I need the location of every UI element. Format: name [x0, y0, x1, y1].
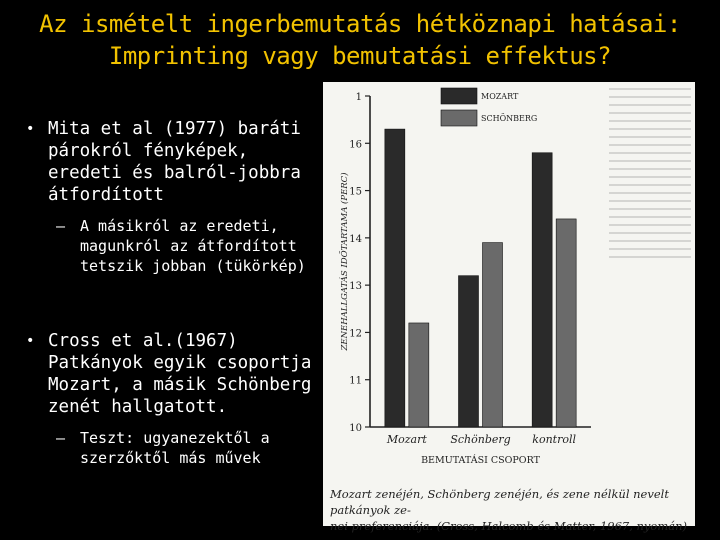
bullet-line: Mozart, a másik Schönberg [48, 375, 312, 395]
bullet-line: Cross et al.(1967) [48, 331, 238, 351]
y-tick-label: 13 [349, 281, 362, 293]
legend-swatch-schönberg [441, 110, 477, 126]
x-axis-label: BEMUTATÁSI CSOPORT [421, 455, 540, 466]
sub-bullet-line: tetszik jobban (tükörkép) [80, 257, 306, 275]
legend-label: SCHÖNBERG [481, 114, 538, 123]
figure-caption [330, 486, 690, 534]
y-tick-label: 15 [349, 186, 362, 198]
bullet-line: zenét hallgatott. [48, 397, 228, 417]
x-tick-label: Schönberg [450, 433, 511, 446]
bar-schönberg-2 [556, 219, 576, 427]
title-line-2: Imprinting vagy bemutatási effektus? [108, 42, 612, 70]
dash-icon: – [56, 217, 66, 235]
title-line-1: Az ismételt ingerbemutatás hétköznapi hatásai: [39, 10, 681, 38]
bullet-line: eredeti és balról-jobbra [48, 163, 301, 183]
y-tick-label: 12 [349, 328, 362, 340]
sub-bullet-mita [22, 216, 322, 276]
caption-line-1: Mozart zenéjén, Schönberg zenéjén, és zene nélkül nevelt patkányok ze- [330, 487, 669, 517]
bullet-list [22, 118, 322, 468]
bullet-line: Patkányok egyik csoportja [48, 353, 312, 373]
bar-mozart-2 [532, 153, 552, 427]
dash-icon: – [56, 429, 66, 447]
x-tick-label: kontroll [532, 433, 577, 446]
bullet-mita [22, 118, 322, 206]
y-tick-label: 16 [349, 139, 362, 151]
bar-schönberg-1 [483, 243, 503, 427]
sub-bullet-line: Teszt: ugyanezektől a [80, 429, 270, 447]
scanned-figure [323, 82, 695, 526]
y-tick-label: 11 [349, 375, 362, 387]
y-axis-label: ZENEHALLGATÁS IDŐTARTAMA (PERC) [340, 172, 350, 351]
bullet-line: Mita et al (1977) baráti [48, 119, 301, 139]
caption-line-2: nei preferenciája. (Cross, Halcomb és Matter, 1967, nyomán) [330, 519, 688, 533]
sub-bullet-line: A másikról az eredeti, [80, 217, 279, 235]
bullet-icon: • [26, 333, 35, 349]
slide-title [0, 8, 720, 72]
y-tick-label: 14 [349, 233, 362, 245]
bar-mozart-1 [459, 276, 479, 427]
y-tick-label: 10 [349, 423, 362, 434]
bullet-icon: • [26, 121, 35, 137]
bullet-line: párokról fényképek, [48, 141, 249, 161]
sub-bullet-line: magunkról az átfordított [80, 237, 297, 255]
legend-swatch-mozart [441, 88, 477, 104]
legend-label: MOZART [481, 92, 519, 101]
sub-bullet-cross [22, 428, 322, 468]
bar-schönberg-0 [409, 323, 429, 427]
x-tick-label: Mozart [386, 433, 427, 446]
bar-mozart-0 [385, 129, 405, 427]
background-text-texture [605, 82, 695, 526]
y-tick-label: 1 [355, 92, 362, 103]
sub-bullet-line: szerzőktől más művek [80, 449, 261, 467]
bullet-line: átfordított [48, 185, 164, 205]
bullet-cross [22, 330, 322, 418]
